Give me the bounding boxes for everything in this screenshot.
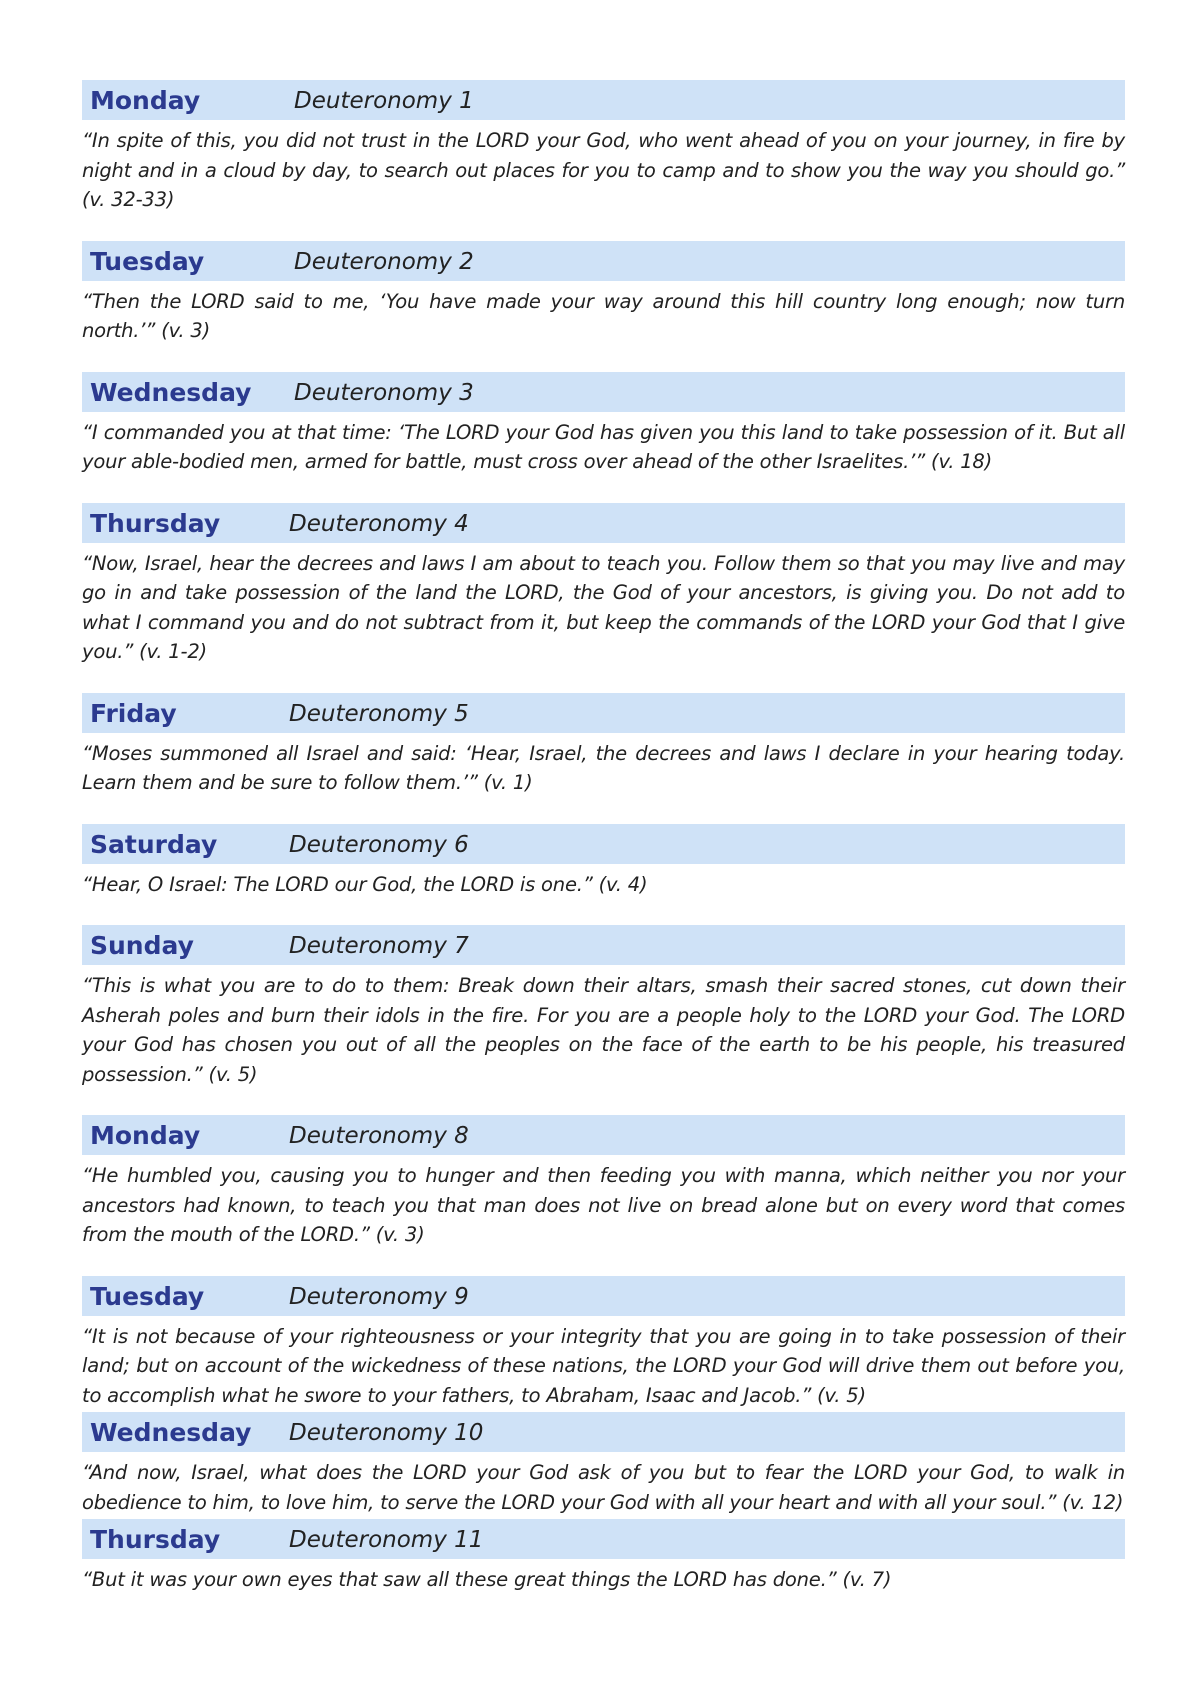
verse-quote: “Now, Israel, hear the decrees and laws I am about to teach you. Follow them so that you may live and may go in and take possession of the land the LORD, the God of your ancestors, is giving you. Do not add to what I command you and do not subtract from it, but keep the commands of the LORD your God that I give you.” (v. 1-2): [82, 551, 1125, 663]
entry-header: [82, 241, 1125, 281]
scripture-reference: Deuteronomy 9: [289, 1283, 469, 1310]
scripture-reference: Deuteronomy 4: [289, 510, 469, 537]
scripture-reference: Deuteronomy 5: [289, 700, 469, 727]
scripture-reference: Deuteronomy 11: [289, 1527, 484, 1553]
day-label: Friday: [90, 698, 177, 728]
reading-entry: [82, 824, 1125, 900]
day-label: Tuesday: [90, 246, 205, 276]
day-label: Wednesday: [90, 377, 252, 407]
entry-header: [82, 1276, 1125, 1316]
entry-header: [82, 80, 1125, 120]
verse-quote: “I commanded you at that time: ‘The LORD your God has given you this land to take possession of it. But all your able-bodied men, armed for battle, must cross over ahead of the other Israelites.’” (v. 18): [82, 420, 1125, 473]
verse-quote: “But it was your own eyes that saw all these great things the LORD has done.” (v. 7): [82, 1568, 892, 1591]
entry-header: [82, 824, 1125, 864]
day-label: Saturday: [90, 829, 218, 859]
entry-header: [82, 693, 1125, 733]
verse-quote: “This is what you are to do to them: Break down their altars, smash their sacred stones, cut down their Asherah poles and burn their idols in the fire. For you are a people holy to the LORD your God. The LORD your God has chosen you out of all the peoples on the face of the earth to be his people, his treasured possession.” (v. 5): [82, 974, 1125, 1086]
verse-quote: “Moses summoned all Israel and said: ‘Hear, Israel, the decrees and laws I declare in your hearing today. Learn them and be sure to follow them.’” (v. 1): [82, 741, 1125, 794]
verse-quote: “He humbled you, causing you to hunger and then feeding you with manna, which neither you nor your ancestors had known, to teach you that man does not live on bread alone but on every word that comes from the mouth of the LORD.” (v. 3): [82, 1164, 1125, 1246]
entry-header: [82, 925, 1125, 965]
day-label: Thursday: [90, 1525, 221, 1554]
reading-entry: [82, 503, 1125, 667]
scripture-reference: Deuteronomy 8: [289, 1123, 469, 1149]
scripture-reference: Deuteronomy 6: [289, 831, 469, 858]
verse-quote: “It is not because of your righteousness or your integrity that you are going in to take possession of their land; but on account of the wickedness of these nations, the LORD your God will drive them out before you, to accomplish what he swore to your fathers, to Abraham, Isaac and Jacob.” (v. 5): [82, 1324, 1125, 1407]
reading-entry: [82, 241, 1125, 346]
verse-quote: “Then the LORD said to me, ‘You have made your way around this hill country long enough; now turn north.’” (v. 3): [82, 289, 1125, 342]
day-label: Thursday: [90, 508, 221, 538]
entry-header: [82, 1519, 1125, 1559]
day-label: Sunday: [90, 931, 194, 960]
reading-entry: [82, 1115, 1125, 1250]
scripture-reference: Deuteronomy 2: [294, 248, 474, 275]
verse-quote: “In spite of this, you did not trust in the LORD your God, who went ahead of you on your journey, in fire by night and in a cloud by day, to search out places for you to camp and to show you the way you should go.” (v. 32-33): [82, 129, 1125, 211]
day-label: Tuesday: [90, 1281, 205, 1311]
reading-entry: [82, 1276, 1125, 1411]
day-label: Monday: [90, 86, 201, 115]
entry-header: [82, 503, 1125, 543]
day-label: Wednesday: [90, 1418, 252, 1447]
reading-entry: [82, 693, 1125, 798]
scripture-reference: Deuteronomy 1: [294, 88, 474, 114]
entry-header: [82, 372, 1125, 412]
verse-quote: “Hear, O Israel: The LORD our God, the LORD is one.” (v. 4): [82, 872, 648, 896]
scripture-reference: Deuteronomy 10: [289, 1420, 484, 1446]
scripture-reference: Deuteronomy 3: [294, 379, 474, 406]
day-label: Monday: [90, 1121, 201, 1150]
entry-header: [82, 1412, 1125, 1452]
reading-entry: [82, 1412, 1125, 1517]
entry-header: [82, 1115, 1125, 1155]
reading-entry: [82, 925, 1125, 1089]
reading-entry: [82, 80, 1125, 215]
scripture-reference: Deuteronomy 7: [289, 933, 469, 959]
verse-quote: “And now, Israel, what does the LORD your God ask of you but to fear the LORD your God, to walk in obedience to him, to love him, to serve the LORD your God with all your heart and with all your soul.” (v. 12): [82, 1461, 1125, 1514]
reading-entry: [82, 372, 1125, 477]
reading-entry: [82, 1519, 1125, 1595]
reading-plan: [82, 80, 1125, 1595]
